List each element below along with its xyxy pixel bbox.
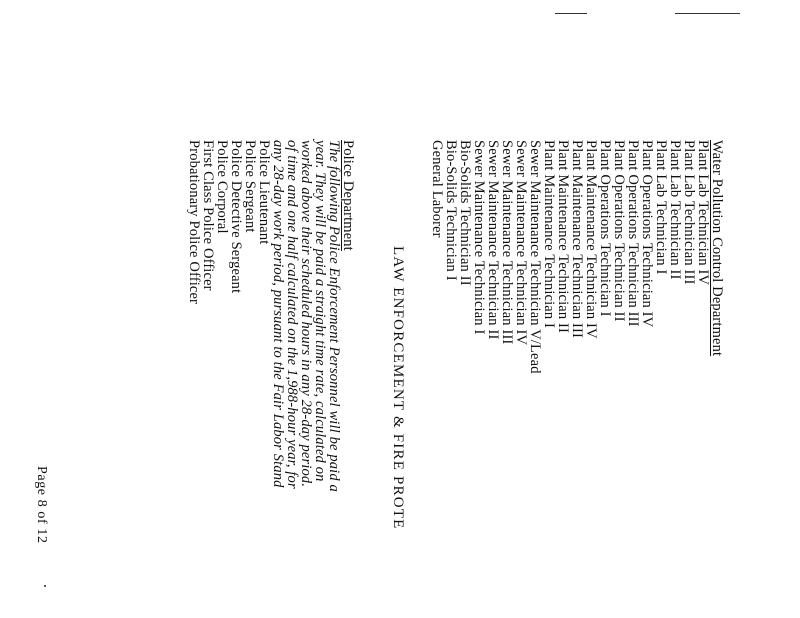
list-item: Sewer Maintenance Technician IV [513,140,529,346]
list-item: Plant Operations Technician III [625,140,641,327]
paragraph-line: The following Police Enforcement Personnel will be paid a [326,140,342,492]
list-item: Police Lieutenant [256,140,272,245]
police-department-heading: Police Department [340,140,356,251]
list-item: Police Sergeant [242,140,258,233]
list-item: Plant Operations Technician I [597,140,613,317]
list-item: Plant Maintenance Technician III [569,140,585,338]
list-item: Bio-Solids Technician II [457,140,473,286]
list-item: Plant Operations Technician IV [639,140,655,328]
scan-rule-left [555,13,587,14]
list-item: Plant Lab Technician III [681,140,697,285]
paragraph-line: any 28-day work period, pursuant to the Fair Labor Stand [270,140,286,488]
water-pollution-department-heading: Water Pollution Control Department [709,140,725,357]
list-item: Plant Maintenance Technician I [541,140,557,329]
list-item: Plant Lab Technician II [667,140,683,280]
scan-speck [44,585,46,587]
list-item: Plant Operations Technician II [611,140,627,322]
list-item: Plant Maintenance Technician IV [583,140,599,339]
list-item: Sewer Maintenance Technician V/Lead [527,140,543,374]
list-item: Probationary Police Officer [186,140,202,305]
section-heading: LAW ENFORCEMENT & FIRE PROTE [390,246,406,530]
scan-rule-right [675,13,740,14]
list-item: First Class Police Officer [200,140,216,291]
list-item: Plant Maintenance Technician II [555,140,571,334]
list-item: Plant Lab Technician I [653,140,669,275]
paragraph-line: worked above their scheduled hours in any 28-day period. [298,140,314,488]
list-item: Police Detective Sergeant [228,140,244,294]
list-item: Sewer Maintenance Technician I [471,140,487,335]
paragraph-line: year. They will be paid a straight time rate, calculated on [312,140,328,482]
list-item: Police Corporal [214,140,230,234]
page-number: Page 8 of 12 [34,466,49,544]
list-item: Plant Lab Technician IV [695,140,711,286]
list-item: General Laborer [429,140,445,238]
paragraph-line: of time and one half calculated on the 1,988-hour year, for [284,140,300,489]
list-item: Sewer Maintenance Technician II [485,140,501,340]
list-item: Sewer Maintenance Technician III [499,140,515,345]
list-item: Bio-Solids Technician I [443,140,459,281]
